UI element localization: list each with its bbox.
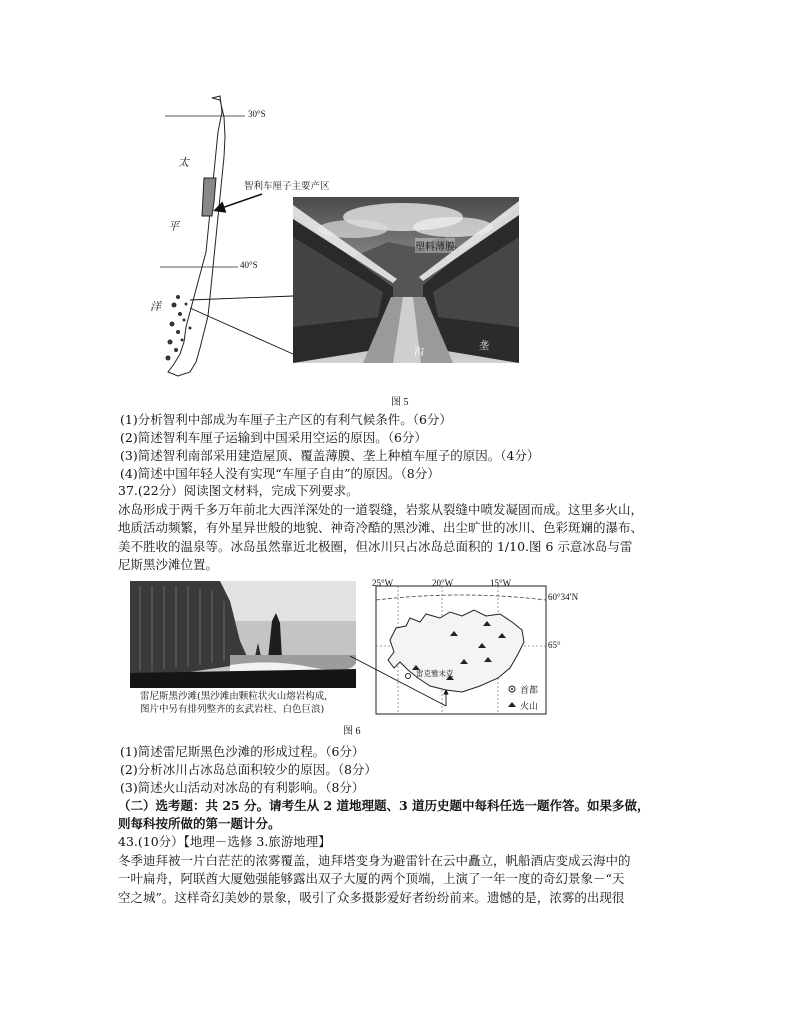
photo-label-ditch: 沟	[414, 347, 424, 358]
question-43-header: 43.(10分）【地理－选修 3.旅游地理】	[118, 834, 331, 849]
question-43-line-1: 冬季迪拜被一片白茫茫的浓雾覆盖，迪拜塔变身为避雷针在云中矗立，帆船酒店变成云海中的	[118, 852, 631, 868]
region-label: 智利车厘子主要产区	[244, 182, 330, 192]
question-37-3: (3)简述火山活动对冰岛的有利影响。（8分）	[120, 780, 365, 795]
city-label: 雷克雅未克	[416, 669, 454, 678]
figure-5-caption: 图 5	[391, 397, 409, 408]
question-37-line-4: 尼斯黑沙滩位置。	[118, 557, 219, 572]
beach-photo-caption-line-1: 雷尼斯黑沙滩(黑沙滩由颗粒状火山熔岩构成,	[140, 691, 328, 702]
lat-6034-label: 60°34′N	[548, 592, 579, 602]
questions-36	[120, 411, 720, 483]
question-43-line-3: 空之城”。这样奇幻美妙的景象，吸引了众多摄影爱好者纷纷前来。遗憾的是，浓雾的出现很	[118, 889, 625, 905]
photo-label-ridge: 垄	[479, 341, 489, 352]
figure-6-caption: 图 6	[343, 726, 361, 737]
questions-37	[120, 743, 720, 797]
section-2-line-1: （二）选考题：共 25 分。请考生从 2 道地理题、3 道历史题中每科任选一题作答。如果多做，	[118, 798, 650, 813]
question-37-line-1: 冰岛形成于两千多万年前北大西洋深处的一道裂缝，岩浆从裂缝中喷发凝固而成。这里多火山，	[118, 501, 644, 517]
lat-65-label: 65°	[548, 640, 561, 650]
lon-25-label: 25°W	[372, 578, 394, 588]
section-2-line-2: 则每科按所做的第一题计分。	[118, 816, 281, 831]
ocean-label-yang: 洋	[150, 300, 161, 313]
legend-volcano: 火山	[520, 701, 539, 711]
question-37-2: (2)分析冰川占冰岛总面积较少的原因。（8分）	[120, 762, 377, 777]
photo-label-film: 塑料薄膜	[415, 238, 455, 253]
question-43	[118, 833, 718, 907]
beach-photo-caption	[140, 690, 327, 716]
lat-40-label: 40°S	[240, 260, 258, 270]
lon-20-label: 20°W	[432, 578, 454, 588]
ocean-label-ping: 平	[168, 220, 179, 233]
lon-15-label: 15°W	[490, 578, 512, 588]
beach-photo-caption-line-2: 图片中另有排列整齐的玄武岩柱、白色巨浪)	[140, 704, 325, 715]
ocean-label-tai: 太	[178, 156, 189, 169]
question-36-1: (1)分析智利中部成为车厘子主产区的有利气候条件。（6分）	[120, 412, 452, 427]
question-37	[118, 482, 718, 575]
photo-map-connector	[340, 650, 460, 720]
section-2-instructions	[118, 797, 738, 833]
figure-5	[150, 92, 530, 392]
question-43-line-2: 一叶扁舟，阿联酋大厦勉强能够露出双子大厦的两个顶端，上演了一年一度的奇幻景象－“天	[118, 871, 625, 886]
legend-capital: 首都	[520, 685, 539, 695]
question-36-2: (2)简述智利车厘子运输到中国采用空运的原因。（6分）	[120, 430, 427, 445]
question-37-line-3: 美不胜收的温泉等。冰岛虽然靠近北极圈，但冰川只占冰岛总面积的 1/10.图 6 示意冰岛与雷	[118, 538, 633, 554]
question-36-4: (4)简述中国年轻人没有实现“车厘子自由”的原因。（8分）	[120, 466, 440, 481]
question-37-line-2: 地质活动频繁，有外星异世般的地貌、神奇冷酷的黑沙滩、出尘旷世的冰川、色彩斑斓的瀑布、	[118, 520, 644, 535]
question-37-header: 37.(22分）阅读图文材料，完成下列要求。	[118, 483, 359, 498]
black-sand-beach-photo	[130, 581, 356, 688]
question-37-1: (1)简述雷尼斯黑色沙滩的形成过程。（6分）	[120, 744, 365, 759]
question-36-3: (3)简述智利南部采用建造屋顶、覆盖薄膜、垄上种植车厘子的原因。（4分）	[120, 448, 540, 463]
lat-30-label: 30°S	[248, 109, 266, 119]
